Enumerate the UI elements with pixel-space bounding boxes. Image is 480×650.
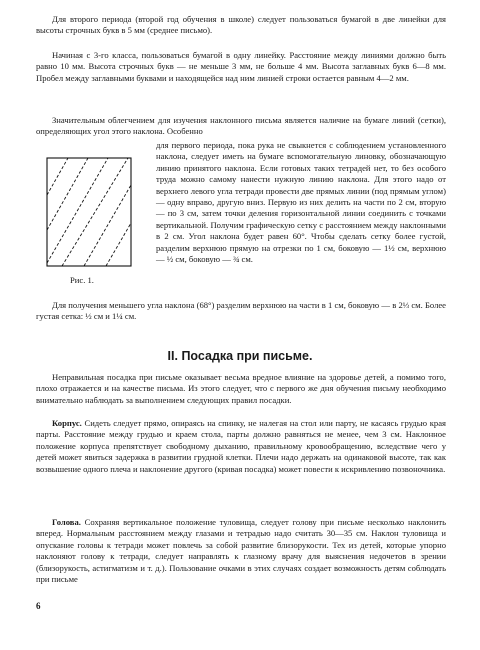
paragraph-slant-intro: [36, 115, 446, 138]
section-heading: II. Посадка при письме.: [167, 349, 313, 363]
paragraph-second-period: [36, 14, 446, 37]
paragraph-text: Для получения меньшего угла наклона (68°) разделим верхнюю на части в 1 см, боковую — в 2⅓ см. Более густая сетка: ½ см и 1¼ см.: [36, 300, 446, 322]
paragraph-body-text: Сохраняя вертикальное положение туловища, следует голову при письме несколько наклонить вперед. Нормальным расстоянием между глазами и тетрадью надо считать 30—35 см. Наклон туловища и опускание головы к тетради может повлечь за собой развитие близорукости. Тех из детей, которые упорно наклоняют голову к тетради, следует направлять к глазному врачу для выяснения недочетов в зрении (близорукость, астигматизм и т. д.). Пользование очками в этих случаях создает возможность детям соблюдать при письме: [36, 517, 446, 585]
paragraph-smaller-angle: [36, 300, 446, 323]
slant-grid-diagram: [44, 155, 144, 270]
paragraph-posture-intro: [36, 372, 446, 406]
paragraph-text: для первого периода, пока рука не свыкнется с соблюдением установленного наклона, следует иметь на бумаге вспомогательную линовку, обозначающую линию принятого наклона. Если готовых таких тетрадей нет, то без особого труда можно самому нанести нужную линию наклона. Для этого надо от верхнего левого угла тетради провести две прямых линии (под прямым углом) — одну вправо, другую вниз. Первую из них делить на части по 2 см, вторую — по 3 см, затем точки деления горизонтальной линии соединить с точками вертикальной. Получим графическую сетку с расстоянием между наклонными в 2 см. Угол наклона будет равен 60°. Чтобы сделать сетку более густой, разделим верхнюю прямую на отрезки по 1 см, боковую — 1½ см, верхнюю — ½ см, боковую — ¾ см.: [156, 140, 446, 265]
paragraph-text: Для второго периода (второй год обучения в школе) следует пользоваться бумагой в две линейки для высоты строчных букв в 5 мм (среднее письмо).: [36, 14, 446, 36]
paragraph-grid-instructions: [156, 140, 446, 265]
paragraph-body-text: Сидеть следует прямо, опираясь на спинку, не налегая на стол или парту, не касаясь грудью края парты. Расстояние между грудью и краем стола, парты должно равняться не менее, чем 3 см. Наклонное положение корпуса препятствует свободному дыханию, правильному кровообращению, вследствие чего у детей может явиться задержка в развитии грудной клетки. Плечи надо держать на одинаковой высоте, так как возвышение одного плеча и наклонение другого (кривая посадка) может повести к искривлению позвоночника.: [36, 418, 446, 474]
figure-caption: Рис. 1.: [70, 275, 94, 285]
page-number: 6: [36, 601, 41, 611]
slant-grid-figure: [44, 155, 144, 285]
paragraph-head: [36, 517, 446, 585]
paragraph-text: [36, 517, 446, 585]
paragraph-text: Значительным облегчением для изучения наклонного письма является наличие на бумаге линий (сетки), определяющих угол этого наклона. Особенно: [36, 115, 446, 137]
paragraph-text: [36, 418, 446, 475]
paragraph-lead: Корпус.: [52, 418, 82, 428]
paragraph-text: Начиная с 3-го класса, пользоваться бумагой в одну линейку. Расстояние между линиями должно быть равно 10 мм. Высота строчных букв — не меньше 3 мм, не больше 4 мм. Высота заглавных букв 6—8 мм. Пробел между заглавными буквами и находящейся над ним линией строки остается равным 4—2 мм.: [36, 50, 446, 83]
paragraph-lead: Голова.: [52, 517, 81, 527]
paragraph-third-grade: [36, 50, 446, 84]
paragraph-text: Неправильная посадка при письме оказывает весьма вредное влияние на здоровье детей, а помимо того, плохо отражается и на качестве письма. Из этого следует, что с первого же дня обучения письму необходимо внимательно наблюдать за выполнением следующих правил посадки.: [36, 372, 446, 405]
paragraph-body: [36, 418, 446, 475]
